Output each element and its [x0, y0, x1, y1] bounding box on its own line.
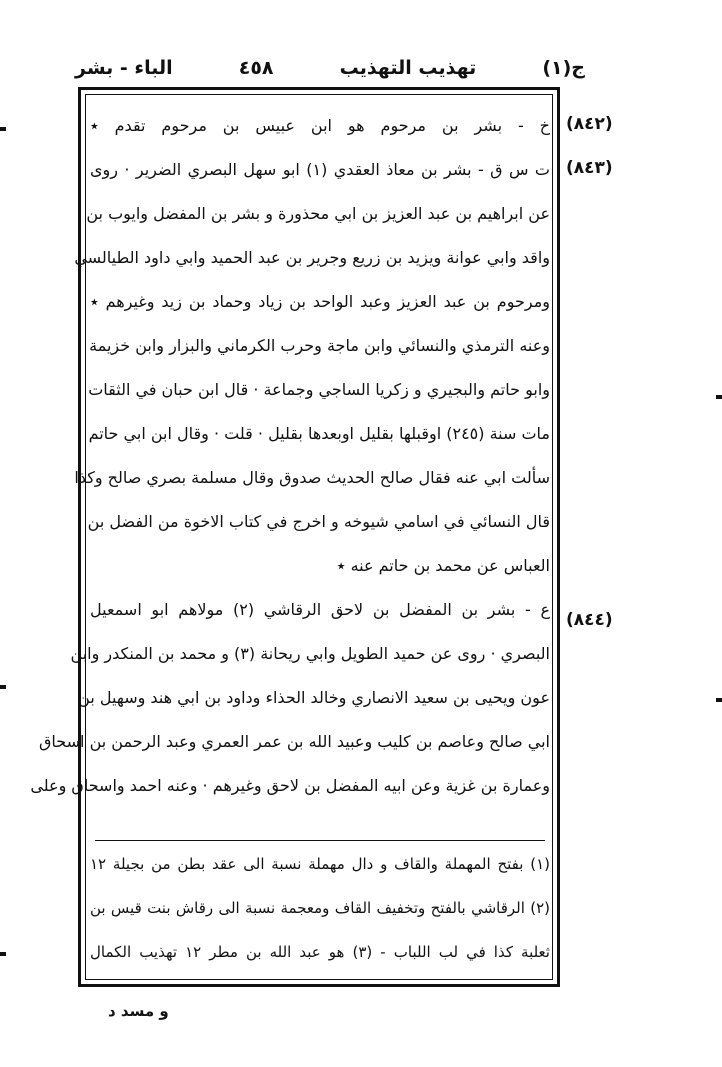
text-line: العباس عن محمد بن حاتم عنه ٭	[336, 556, 550, 575]
section-label: الباء - بشر	[75, 57, 173, 79]
text-line: سألت ابي عنه فقال صالح الحديث صدوق وقال مسلمة بصري صالح وكذا	[74, 468, 550, 487]
page-number: ٤٥٨	[238, 57, 274, 79]
text-line: ومرحوم بن عبد العزيز وعبد الواحد بن زياد وحماد بن زيد وغيرهم ٭	[90, 292, 550, 311]
entry-number: (٨٤٤)	[566, 610, 613, 630]
page-header	[75, 48, 585, 88]
text-line: ابي صالح وعاصم بن كليب وعبيد الله بن عمر العمري وعبد الرحمن بن اسحاق	[39, 732, 550, 751]
signature-mark: و مسد د	[108, 1002, 169, 1020]
text-line: ت س ق - بشر بن معاذ العقدي (١) ابو سهل البصري الضرير · روى	[90, 160, 550, 179]
main-text	[30, 104, 550, 808]
footnote-divider	[95, 840, 545, 841]
text-line: خ - بشر بن مرحوم هو ابن عبيس بن مرحوم تقدم ٭	[90, 116, 550, 135]
text-line: وعنه الترمذي والنسائي وابن ماجة وحرب الكرماني والبزار وابن خزيمة	[89, 336, 550, 355]
text-line: وعمارة بن غزية وعن ابيه المفضل بن لاحق وغيرهم · وعنه احمد واسحاق وعلى	[30, 776, 550, 795]
margin-tick	[0, 685, 6, 689]
footnote-line: (٢) الرقاشي بالفتح وتخفيف القاف ومعجمة نسبة الى رقاش بنت قيس بن	[90, 899, 550, 917]
margin-tick	[0, 952, 6, 956]
margin-tick	[0, 127, 6, 131]
text-line: ع - بشر بن المفضل بن لاحق الرقاشي (٢) مولاهم ابو اسمعيل	[90, 600, 550, 619]
footnotes	[90, 842, 550, 974]
text-line: البصري · روى عن حميد الطويل وابي ريحانة (٣) و محمد بن المنكدر وابن	[70, 644, 550, 663]
book-title: تهذيب التهذيب	[339, 57, 477, 79]
text-line: وابو حاتم والبجيري و زكريا الساجي وجماعة · قال ابن حبان في الثقات	[88, 380, 550, 399]
text-line: قال النسائي في اسامي شيوخه و اخرج في كتاب الاخوة من الفضل بن	[87, 512, 550, 531]
text-line: واقد وابي عوانة ويزيد بن زريع وجرير بن عبد الحميد وابي داود الطيالسي	[74, 248, 550, 267]
footnote-line: ثعلبة كذا في لب اللباب - (٣) هو عبد الله بن مطر ١٢ تهذيب الكمال	[90, 943, 550, 961]
margin-tick	[716, 698, 722, 702]
margin-tick	[716, 395, 722, 399]
text-line: عون ويحيى بن سعيد الانصاري وخالد الحذاء وداود بن ابي هند وسهيل بن	[78, 688, 550, 707]
volume-label: ج(١)	[542, 57, 585, 79]
entry-number: (٨٤٣)	[566, 158, 613, 178]
footnote-line: (١) بفتح المهملة والقاف و دال مهملة نسبة الى عقد بطن من بجيلة ١٢	[90, 855, 550, 873]
entry-number: (٨٤٢)	[566, 114, 613, 134]
text-line: عن ابراهيم بن عبد العزيز بن ابي محذورة و بشر بن المفضل وايوب بن	[86, 204, 550, 223]
text-line: مات سنة (٢٤٥) اوقبلها بقليل اوبعدها بقليل · قلت · وقال ابن ابي حاتم	[88, 424, 550, 443]
